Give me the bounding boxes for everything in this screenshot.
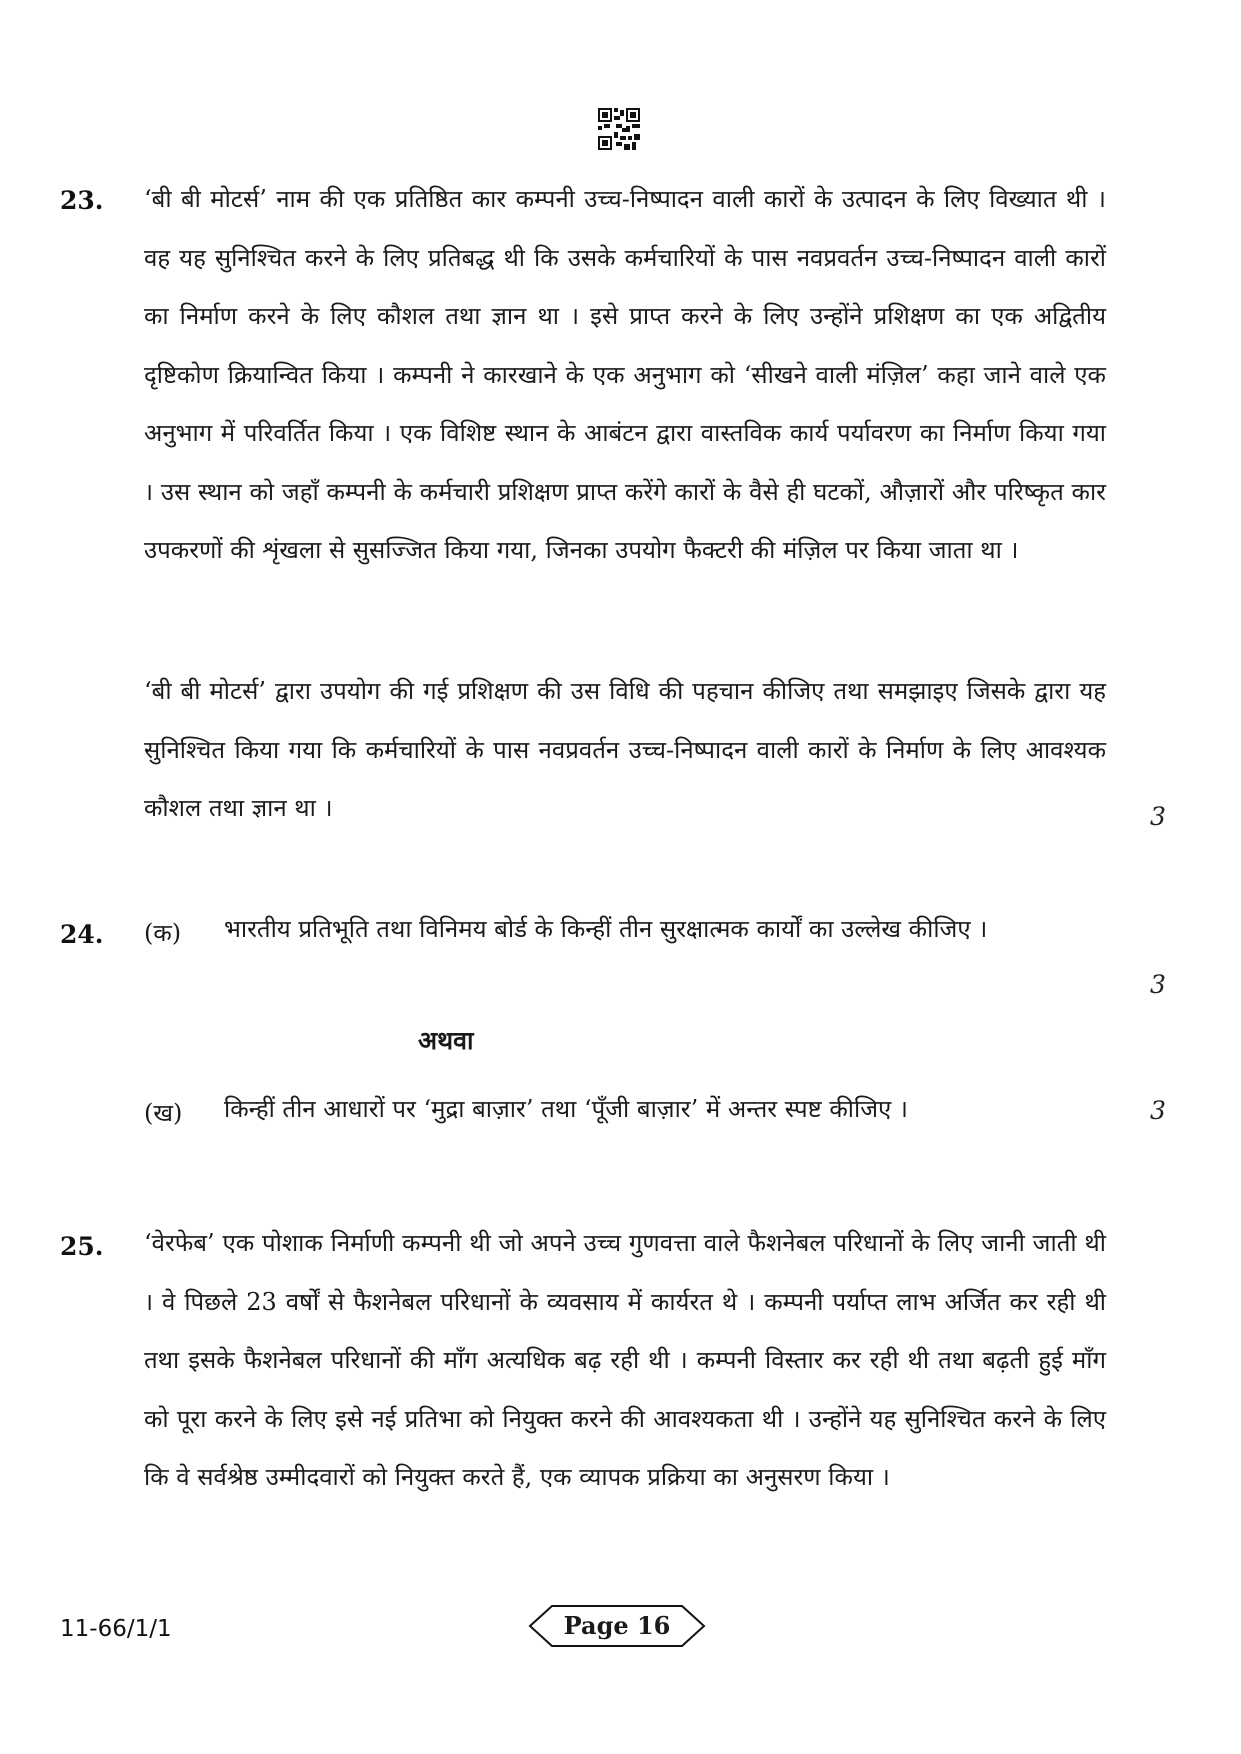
question-24-part-a-label: (क) [144,919,182,947]
page-number-badge [528,1604,706,1648]
page-number: Page 16 [563,1611,671,1640]
question-23-case-text: ‘बी बी मोटर्स’ नाम की एक प्रतिष्ठित कार कम्पनी उच्च-निष्पादन वाली कारों के उत्पादन के लिए विख्यात थी । वह यह सुनिश्चित करने के लिए प्रतिबद्ध थी कि उसके कर्मचारियों के पास नवप्रवर्तन उच्च-निष्पादन वाली कारों का निर्माण करने के लिए कौशल तथा ज्ञान था । इसे प्राप्त करने के लिए उन्होंने प्रशिक्षण का एक अद्वितीय दृष्टिकोण क्रियान्वित किया । कम्पनी ने कारखाने के एक अनुभाग को ‘सीखने वाली मंज़िल’ कहा जाने वाले एक अनुभाग में परिवर्तित किया । एक विशिष्ट स्थान के आबंटन द्वारा वास्तविक कार्य पर्यावरण का निर्माण किया गया । उस स्थान को जहाँ कम्पनी के कर्मचारी प्रशिक्षण प्राप्त करेंगे कारों के वैसे ही घटकों, औज़ारों और परिष्कृत कार उपकरणों की शृंखला से सुसज्जित किया गया, जिनका उपयोग फैक्टरी की मंज़िल पर किया जाता था । [144,185,1106,564]
paper-code: 11-66/1/1 [60,1616,172,1642]
question-number-24: 24. [60,920,104,949]
question-24-part-b-marks: 3 [1150,1096,1166,1125]
question-23-marks: 3 [1150,802,1166,831]
question-24-part-b-label: (ख) [144,1099,183,1127]
or-separator: अथवा [418,1026,474,1055]
qr-code-icon [598,108,640,150]
question-24-part-a-marks: 3 [1150,970,1166,999]
question-25-case-text: ‘वेरफेब’ एक पोशाक निर्माणी कम्पनी थी जो अपने उच्च गुणवत्ता वाले फैशनेबल परिधानों के लिए जानी जाती थी । वे पिछले 23 वर्षों से फैशनेबल परिधानों के व्यवसाय में कार्यरत थे । कम्पनी पर्याप्त लाभ अर्जित कर रही थी तथा इसके फैशनेबल परिधानों की माँग अत्यधिक बढ़ रही थी । कम्पनी विस्तार कर रही थी तथा बढ़ती हुई माँग को पूरा करने के लिए इसे नई प्रतिभा को नियुक्त करने की आवश्यकता थी । उन्होंने यह सुनिश्चित करने के लिए कि वे सर्वश्रेष्ठ उम्मीदवारों को नियुक्त करते हैं, एक व्यापक प्रक्रिया का अनुसरण किया । [144,1229,1106,1491]
question-number-23: 23. [60,186,104,215]
question-23-prompt-text: ‘बी बी मोटर्स’ द्वारा उपयोग की गई प्रशिक्षण की उस विधि की पहचान कीजिए तथा समझाइए जिसके द्वारा यह सुनिश्चित किया गया कि कर्मचारियों के पास नवप्रवर्तन उच्च-निष्पादन वाली कारों के निर्माण के लिए आवश्यक कौशल तथा ज्ञान था । [144,677,1106,822]
question-24-part-b-text: किन्हीं तीन आधारों पर ‘मुद्रा बाज़ार’ तथा ‘पूँजी बाज़ार’ में अन्तर स्पष्ट कीजिए । [224,1095,908,1123]
question-number-25: 25. [60,1232,104,1261]
question-24-part-a-text: भारतीय प्रतिभूति तथा विनिमय बोर्ड के किन्हीं तीन सुरक्षात्मक कार्यों का उल्लेख कीजिए । [224,915,988,943]
